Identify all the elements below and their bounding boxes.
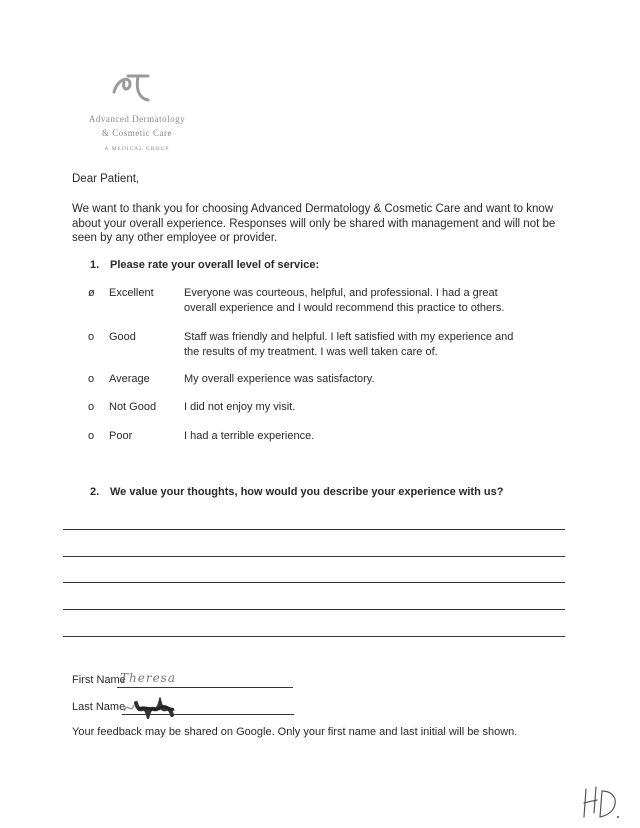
option-description: I did not enjoy my visit. <box>184 401 296 413</box>
logo-name-line2: & Cosmetic Care <box>102 128 172 138</box>
option-description: Everyone was courteous, helpful, and professional. I had a great overall experience and I would recommend this practice to others. <box>184 287 505 314</box>
first-name-label: First Name <box>72 674 126 686</box>
answer-line[interactable] <box>63 529 565 530</box>
option-description: My overall experience was satisfactory. <box>184 373 375 385</box>
question-number: 2. <box>90 486 100 498</box>
question-text: Please rate your overall level of service: <box>110 259 320 271</box>
question-text: We value your thoughts, how would you describe your experience with us? <box>110 486 504 498</box>
salutation: Dear Patient, <box>72 173 140 185</box>
logo-swirl-icon <box>104 70 164 110</box>
option-description: Staff was friendly and helpful. I left satisfied with my experience and the results of my treatment. I was well taken care of. <box>184 331 514 358</box>
question-number: 1. <box>90 259 100 271</box>
option-label: Excellent <box>109 287 154 299</box>
answer-line[interactable] <box>63 582 565 583</box>
intro-paragraph: We want to thank you for choosing Advanced Dermatology & Cosmetic Care and want to know about your overall experience. Responses will only be shared with management and will not be seen by any other employee or provider. <box>72 203 556 244</box>
radio-icon[interactable]: o <box>88 331 95 343</box>
last-name-label: Last Name <box>72 701 126 713</box>
option-description: I had a terrible experience. <box>184 430 315 442</box>
last-name-field[interactable] <box>72 701 125 713</box>
logo-name-line1: Advanced Dermatology <box>88 114 186 124</box>
question-1 <box>90 259 319 271</box>
first-name-line[interactable] <box>117 687 293 688</box>
question-2 <box>90 486 503 498</box>
logo-tagline: A MEDICAL GROUP <box>104 146 170 152</box>
first-name-field[interactable] <box>72 674 126 686</box>
option-label: Not Good <box>109 401 157 413</box>
redacted-scribble-icon <box>122 697 184 719</box>
feedback-disclaimer: Your feedback may be shared on Google. Only your first name and last initial will be shown. <box>72 726 518 738</box>
radio-icon[interactable]: o <box>88 430 95 442</box>
option-label: Poor <box>109 430 133 442</box>
practice-logo <box>62 70 212 160</box>
radio-icon[interactable]: o <box>88 373 95 385</box>
answer-line[interactable] <box>63 609 565 610</box>
answer-line[interactable] <box>63 636 565 637</box>
radio-selected-icon[interactable]: ø <box>88 287 95 299</box>
radio-icon[interactable]: o <box>88 401 95 413</box>
option-label: Good <box>109 331 136 343</box>
answer-line[interactable] <box>63 556 565 557</box>
first-name-value: Theresa <box>120 671 176 685</box>
option-label: Average <box>109 373 150 385</box>
handwritten-initials-icon <box>580 783 624 823</box>
